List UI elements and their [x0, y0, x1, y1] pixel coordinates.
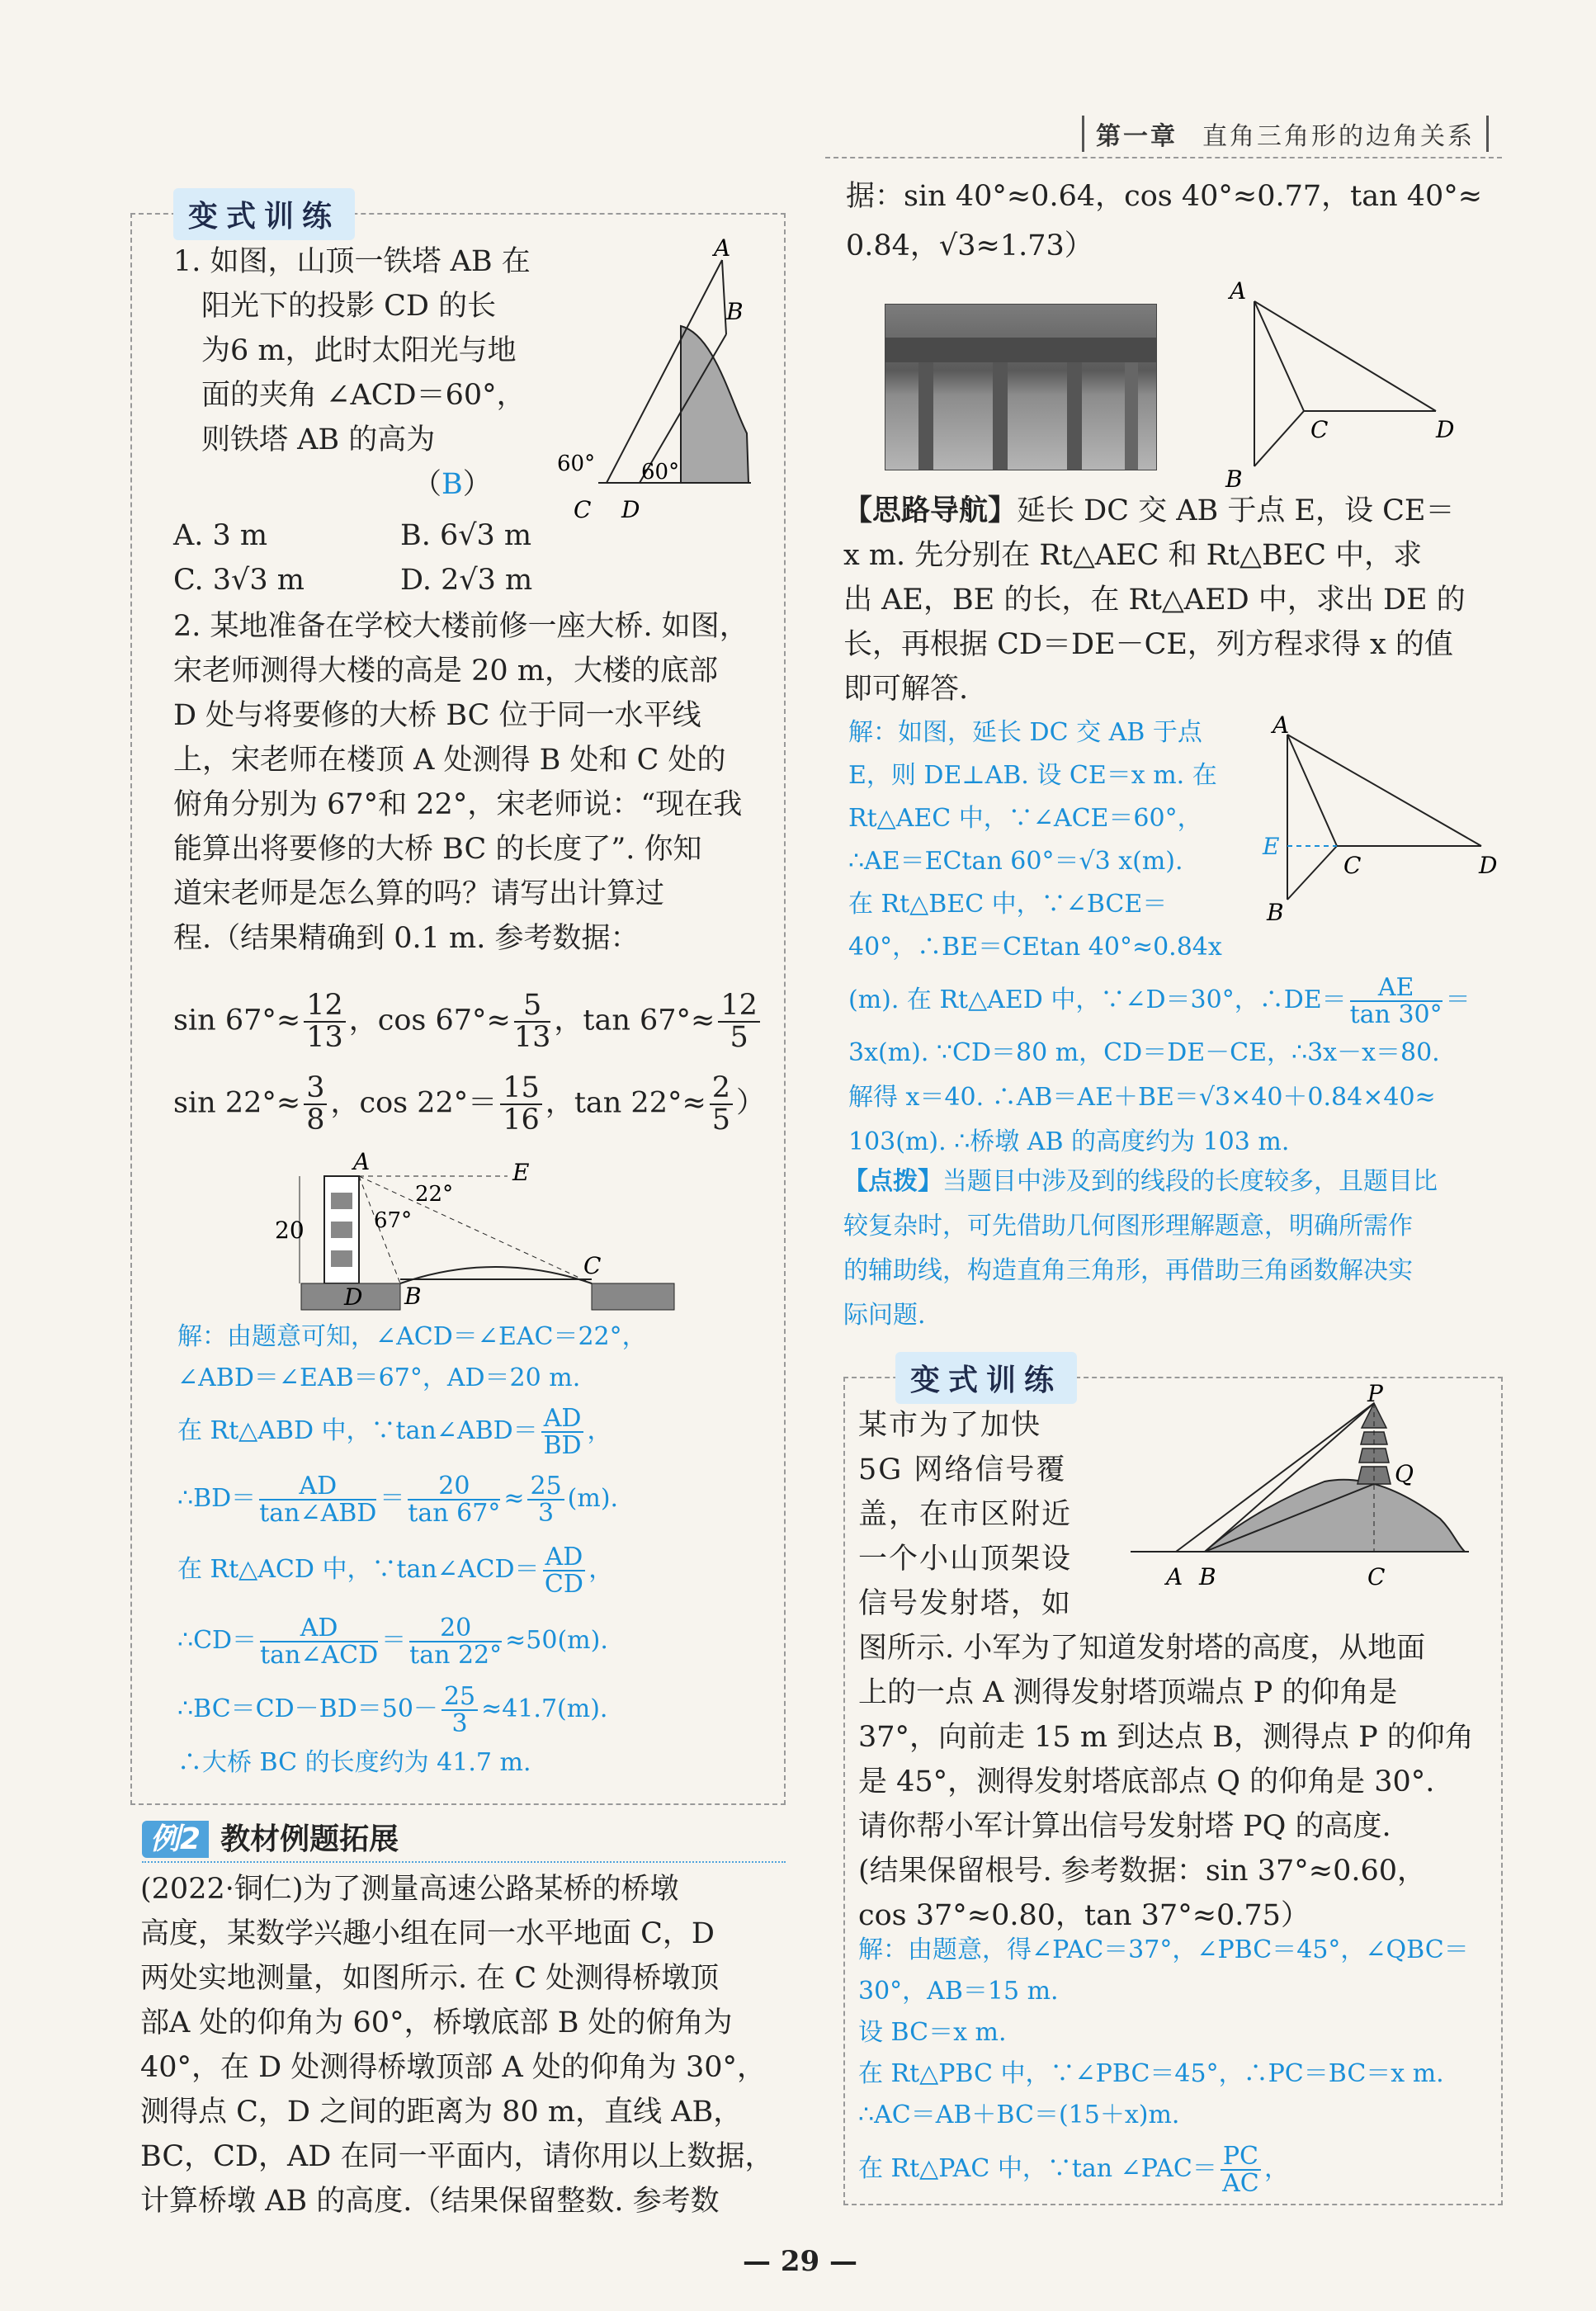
ex2-line: 高度，某数学兴趣小组在同一水平地面 C，D [140, 1917, 715, 1950]
hint-block [843, 489, 1504, 711]
q2-text [173, 604, 776, 961]
q1-answer-row [173, 462, 569, 507]
label-B: B [404, 1283, 422, 1310]
right-solution [858, 1930, 1502, 2202]
label-P: P [1367, 1380, 1383, 1407]
angle-c: 60° [557, 451, 596, 476]
solution-figure [1254, 710, 1502, 924]
label-angle-67: 67° [374, 1208, 413, 1233]
q1-option-d: D. 2√3 m [400, 564, 533, 597]
sol-line: 在 Rt△ACD 中，∵tan∠ACD＝ $\frac{AD}{CD}$ ， [177, 1542, 614, 1599]
right-exercise-badge: 变式训练 [895, 1352, 1077, 1404]
q2-reference-1 [173, 990, 763, 1053]
q1-option-a: A. 3 m [173, 519, 268, 552]
sol-line: 解：如图，延长 DC 交 AB 于点 [848, 718, 1202, 747]
label-B: B [1199, 1563, 1216, 1590]
q1-line: 面的夹角 ∠ACD＝60°， [201, 379, 526, 412]
q-line: 请你帮小军计算出信号发射塔 PQ 的高度. [858, 1810, 1391, 1843]
label-Q: Q [1395, 1460, 1414, 1487]
label-B: B [1225, 466, 1243, 493]
q1-answer: B [441, 468, 463, 501]
ref-cos67: ，cos 67°≈ [348, 1004, 511, 1037]
label-A: A [353, 1148, 371, 1175]
chapter-title: 直角三角形的边角关系 [1202, 122, 1475, 151]
sol-line: 在 Rt△BEC 中，∵∠BCE＝ [848, 890, 1168, 919]
cont-line: 据：sin 40°≈0.64，cos 40°≈0.77，tan 40°≈ [846, 180, 1483, 213]
tip-line: 际问题. [843, 1301, 926, 1330]
mountain [681, 326, 748, 483]
hint-line: 长，再根据 CD＝DE－CE，列方程求得 x 的值 [843, 628, 1453, 661]
label-D: D [1436, 416, 1455, 443]
angle-d: 60° [641, 460, 680, 484]
cont-line: 0.84，√3≈1.73） [846, 229, 1093, 262]
q2-figure [268, 1148, 714, 1316]
sol-line: ∴AE＝ECtan 60°＝√3 x(m). [848, 847, 1183, 876]
sol-line: 40°，∴BE＝CEtan 40°≈0.84x [848, 933, 1222, 962]
label-C: C [1367, 1563, 1386, 1590]
sol-line: ∠ABD＝∠EAB＝67°，AD＝20 m. [177, 1363, 581, 1392]
sol-line: E，则 DE⊥AB. 设 CE＝x m. 在 [848, 761, 1217, 790]
hint-label: 【思路导航】 [843, 494, 1018, 527]
q2-line: 上，宋老师在楼顶 A 处测得 B 处和 C 处的 [173, 744, 726, 777]
q-line: 图所示. 小军为了知道发射塔的高度，从地面 [858, 1632, 1426, 1665]
sol-line: 在 Rt△PBC 中，∵∠PBC＝45°，∴PC＝BC＝x m. [858, 2059, 1444, 2088]
ref-sin22: sin 22°≈ [173, 1086, 301, 1120]
q-line: 一个小山顶架设 [858, 1543, 1073, 1576]
label-A: A [1273, 711, 1290, 739]
q1-line: 则铁塔 AB 的高为 [201, 423, 436, 456]
ex2-line: 两处实地测量，如图所示. 在 C 处测得桥墩顶 [140, 1962, 720, 1995]
label-E: E [512, 1159, 530, 1186]
hint-line: x m. 先分别在 Rt△AEC 和 Rt△BEC 中，求 [843, 539, 1423, 572]
example-2-solution [848, 711, 1253, 969]
label-A: A [1166, 1563, 1183, 1590]
hint-line: 即可解答. [843, 673, 969, 706]
sol-line: 解：由题意可知，∠ACD＝∠EAC＝22°， [177, 1322, 647, 1351]
ref-sin67: sin 67°≈ [173, 1004, 301, 1037]
label-D: D [344, 1283, 363, 1311]
header-rule [825, 157, 1502, 158]
frac: $\frac{15}{16}$ [500, 1073, 542, 1136]
q-line: 是 45°，测得发射塔底部点 Q 的仰角是 30°. [858, 1765, 1435, 1798]
ref-tan22: ，tan 22°≈ [545, 1086, 706, 1120]
label-B: B [1267, 899, 1284, 926]
ex2-line: 测得点 C，D 之间的距离为 80 m，直线 AB， [140, 2096, 743, 2129]
ref-cos22: ，cos 22°＝ [330, 1086, 498, 1120]
frac: $\frac{2}{5}$ [710, 1073, 733, 1136]
q2-line: 俯角分别为 67°和 22°，宋老师说：“现在我 [173, 788, 743, 821]
q1-option-b: B. 6√3 m [400, 519, 532, 552]
q-line: 某市为了加快 [858, 1409, 1042, 1442]
left-exercise-badge: 变式训练 [173, 188, 355, 240]
label-B: B [726, 298, 744, 325]
q-line: 5G 网络信号覆 [858, 1453, 1067, 1486]
bridge-photo [885, 304, 1157, 470]
example-2-continued [846, 172, 1506, 271]
ref-end: ） [736, 1086, 766, 1120]
q2-reference-2 [173, 1073, 765, 1136]
q1-text [173, 239, 569, 507]
paren-close: ） [462, 468, 492, 501]
ex2-line: 40°，在 D 处测得桥墩顶部 A 处的仰角为 30°， [140, 2051, 767, 2084]
right-question-short [858, 1403, 1106, 1626]
sol-line: 30°，AB＝15 m. [858, 1977, 1059, 2006]
example-2-solution-cont [848, 970, 1509, 1165]
label-E: E [1263, 833, 1280, 860]
ex2-line: (2022·铜仁)为了测量高速公路某桥的桥墩 [140, 1873, 679, 1906]
q1-line: 1. 如图，山顶一铁塔 AB 在 [173, 245, 531, 278]
ex2-line: 部A 处的仰角为 60°，桥墩底部 B 处的俯角为 [140, 2006, 733, 2039]
q-line: (结果保留根号. 参考数据：sin 37°≈0.60， [858, 1855, 1427, 1888]
sol-line: 103(m). ∴桥墩 AB 的高度约为 103 m. [848, 1127, 1290, 1156]
tower-figure [1126, 1380, 1490, 1601]
hint-line: 出 AE，BE 的长，在 Rt△AED 中，求出 DE 的 [843, 584, 1466, 617]
tip-line: 当题目中涉及到的线段的长度较多，且题目比 [942, 1167, 1438, 1196]
label-C: C [574, 496, 592, 523]
frac: $\frac{12}{5}$ [718, 990, 760, 1053]
label-A: A [1230, 277, 1247, 305]
label-height: 20 [275, 1217, 305, 1244]
label-A: A [714, 234, 731, 262]
sol-line: ∴BC＝CD－BD＝50－ $\frac{25}{3}$ ≈41.7(m). [177, 1681, 608, 1738]
q2-line: 宋老师测得大楼的高是 20 m，大楼的底部 [173, 655, 718, 688]
q-line: 盖，在市区附近 [858, 1498, 1073, 1531]
right-question-long [858, 1626, 1502, 1938]
q-line: cos 37°≈0.80，tan 37°≈0.75） [858, 1899, 1310, 1932]
sol-line: ∴CD＝ $\frac{AD}{\text{tan∠ACD}}$ ＝ $\frac{20}{\tan 22^\circ}$ ≈50(m). [177, 1613, 608, 1670]
frac: $\frac{5}{13}$ [513, 989, 551, 1054]
example-2-text [140, 1867, 792, 2224]
paren-open: （ [413, 468, 442, 501]
hill [1205, 1480, 1465, 1552]
q2-line: 程.（结果精确到 0.1 m. 参考数据： [173, 922, 640, 955]
sol-line: (m). 在 Rt△AED 中，∵∠D＝30°，∴DE＝ $\frac{AE}{\tan 30^\circ}$ ＝ [848, 972, 1471, 1029]
q1-figure [549, 235, 780, 532]
sol-line: 设 BC＝x m. [858, 2018, 1007, 2047]
tip-label: 【点拨】 [843, 1167, 942, 1196]
label-D: D [621, 496, 640, 523]
q2-line: D 处与将要修的大桥 BC 位于同一水平线 [173, 699, 701, 732]
tip-line: 较复杂时，可先借助几何图形理解题意，明确所需作 [843, 1212, 1413, 1241]
q1-line: 为6 m，此时太阳光与地 [201, 334, 517, 367]
tip-block [843, 1160, 1504, 1338]
label-angle-22: 22° [415, 1182, 454, 1207]
example-2-heading: 教材例题拓展 [220, 1822, 399, 1856]
sol-line: 解：由题意，得∠PAC＝37°，∠PBC＝45°，∠QBC＝ [858, 1935, 1469, 1964]
label-C: C [583, 1252, 602, 1279]
q2-line: 能算出将要修的大桥 BC 的长度了”. 你知 [173, 833, 702, 866]
sol-line: ∴BD＝ $\frac{AD}{\text{tan∠ABD}}$ ＝ $\frac{20}{\tan 67^\circ}$ ≈ $\frac{25}{3}$ (m). [177, 1471, 619, 1528]
sol-line: 在 Rt△ABD 中，∵tan∠ABD＝ $\frac{AD}{BD}$ ， [177, 1403, 612, 1460]
bank-right [592, 1283, 674, 1310]
q2-solution [177, 1316, 776, 1784]
tip-line: 的辅助线，构造直角三角形，再借助三角函数解决实 [843, 1256, 1413, 1285]
q-line: 37°，向前走 15 m 到达点 B，测得点 P 的仰角 [858, 1721, 1474, 1754]
q2-line: 2. 某地准备在学校大楼前修一座大桥. 如图， [173, 610, 748, 643]
sol-line: Rt△AEC 中，∵∠ACE＝60°， [848, 804, 1202, 833]
q1-option-c: C. 3√3 m [173, 564, 305, 597]
label-C: C [1310, 416, 1329, 443]
example-2-title [142, 1816, 786, 1863]
ex2-line: 计算桥墩 AB 的高度.（结果保留整数. 参考数 [140, 2185, 720, 2218]
ex2-line: BC，CD，AD 在同一平面内，请你用以上数据， [140, 2140, 774, 2173]
label-D: D [1479, 852, 1498, 879]
chapter-label: 第一章 [1096, 122, 1178, 151]
q2-line: 道宋老师是怎么算的吗？请写出计算过 [173, 877, 665, 910]
ref-tan67: ，tan 67°≈ [554, 1004, 715, 1037]
hint-line: 延长 DC 交 AB 于点 E，设 CE＝ [1017, 494, 1455, 527]
frac: $\frac{12}{13}$ [304, 990, 346, 1053]
sol-line: 3x(m). ∵CD＝80 m，CD＝DE－CE，∴3x－x＝80. [848, 1038, 1440, 1067]
sol-line: 在 Rt△PAC 中，∵tan ∠PAC＝ $\frac{PC}{AC}$ ， [858, 2141, 1289, 2198]
sol-line: ∴大桥 BC 的长度约为 41.7 m. [177, 1748, 531, 1777]
q-line: 信号发射塔，如 [858, 1587, 1073, 1620]
q1-line: 阳光下的投影 CD 的长 [201, 290, 497, 323]
frac: $\frac{3}{8}$ [304, 1073, 327, 1136]
page-number: — 29 — [743, 2245, 857, 2278]
q-line: 上的一点 A 测得发射塔顶端点 P 的仰角是 [858, 1676, 1398, 1709]
bridge [400, 1267, 592, 1283]
example-2-figure [1213, 272, 1485, 495]
label-C: C [1343, 852, 1362, 879]
example-2-label: 例2 [142, 1821, 209, 1858]
sol-line: ∴AC＝AB＋BC＝(15＋x)m. [858, 2101, 1180, 2129]
sol-line: 解得 x＝40. ∴AB＝AE＋BE＝√3×40＋0.84×40≈ [848, 1083, 1436, 1112]
running-header [1082, 116, 1489, 152]
